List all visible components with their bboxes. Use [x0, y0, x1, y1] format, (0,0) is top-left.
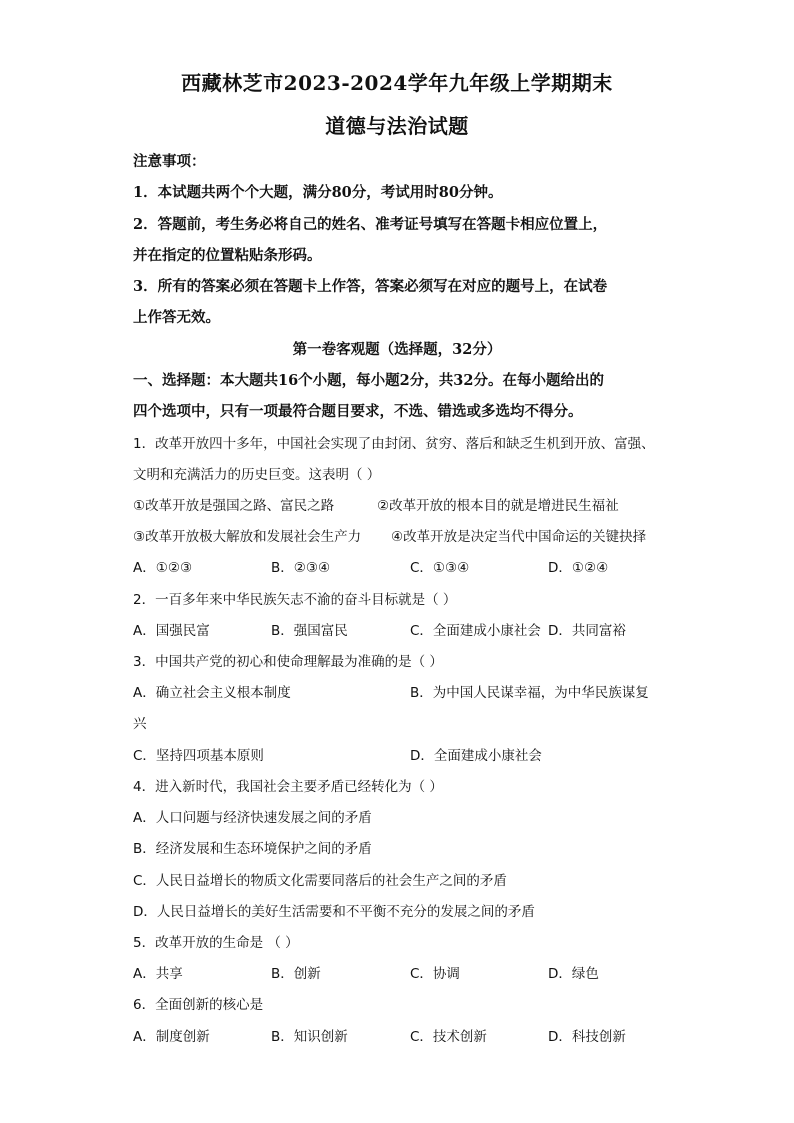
option-d: D．人民日益增长的美好生活需要和不平衡不充分的发展之间的矛盾 — [133, 904, 535, 920]
question-stem: 5．改革开放的生命是 （ ） — [133, 935, 299, 951]
question-stem: 2．一百多年来中华民族矢志不渝的奋斗目标就是（ ） — [133, 592, 457, 608]
option-a: A．共享 — [133, 966, 183, 982]
option-d: D．共同富裕 — [548, 623, 626, 639]
statement-1: ①改革开放是强国之路、富民之路 — [133, 498, 335, 514]
notice-heading: 注意事项： — [133, 153, 206, 170]
question-stem: 3．中国共产党的初心和使命理解最为准确的是（ ） — [133, 654, 443, 670]
section-heading: 第一卷客观题（选择题，32分） — [292, 341, 502, 358]
option-b: B．经济发展和生态环境保护之间的矛盾 — [133, 841, 372, 857]
option-b-cont: 兴 — [133, 716, 147, 732]
question-stem: 1．改革开放四十多年，中国社会实现了由封闭、贫穷、落后和缺乏生机到开放、富强、 — [133, 436, 655, 452]
option-a: A．①②③ — [133, 560, 193, 576]
notice-item-1: 1．本试题共两个个大题，满分80分，考试用时80分钟。 — [133, 184, 503, 201]
option-c: C．协调 — [410, 966, 460, 982]
question-stem: 4．进入新时代，我国社会主要矛盾已经转化为（ ） — [133, 779, 443, 795]
notice-item-3-cont: 上作答无效。 — [133, 309, 220, 326]
option-b: B．知识创新 — [271, 1029, 348, 1045]
notice-item-2: 2．答题前，考生务必将自己的姓名、准考证号填写在答题卡相应位置上， — [133, 216, 608, 233]
option-c: C．全面建成小康社会 — [410, 623, 541, 639]
option-b: B．创新 — [271, 966, 321, 982]
statement-3: ③改革开放极大解放和发展社会生产力 — [133, 529, 362, 545]
notice-item-2-cont: 并在指定的位置粘贴条形码。 — [133, 247, 322, 264]
option-a: A．制度创新 — [133, 1029, 210, 1045]
option-c: C．①③④ — [410, 560, 470, 576]
option-b: B．为中国人民谋幸福，为中华民族谋复 — [410, 685, 649, 701]
option-a: A．确立社会主义根本制度 — [133, 685, 291, 701]
notice-item-3: 3．所有的答案必须在答题卡上作答，答案必须写在对应的题号上，在试卷 — [133, 278, 608, 295]
option-d: D．①②④ — [548, 560, 609, 576]
option-b: B．强国富民 — [271, 623, 348, 639]
statement-4: ④改革开放是决定当代中国命运的关键抉择 — [391, 529, 647, 545]
question-stem-cont: 文明和充满活力的历史巨变。这表明（ ） — [133, 467, 381, 483]
option-a: A．人口问题与经济快速发展之间的矛盾 — [133, 810, 372, 826]
option-b: B．②③④ — [271, 560, 331, 576]
exam-title: 西藏林芝市2023-2024学年九年级上学期期末 — [181, 71, 613, 95]
statement-2: ②改革开放的根本目的就是增进民生福祉 — [377, 498, 619, 514]
option-c: C．坚持四项基本原则 — [133, 748, 264, 764]
option-d: D．全面建成小康社会 — [410, 748, 542, 764]
exam-subject-title: 道德与法治试题 — [325, 114, 469, 138]
option-c: C．技术创新 — [410, 1029, 487, 1045]
section-intro: 一、选择题：本大题共16个小题，每小题2分，共32分。在每小题给出的 — [133, 372, 604, 389]
option-d: D．科技创新 — [548, 1029, 626, 1045]
question-stem: 6．全面创新的核心是 — [133, 997, 264, 1013]
option-c: C．人民日益增长的物质文化需要同落后的社会生产之间的矛盾 — [133, 873, 507, 889]
option-a: A．国强民富 — [133, 623, 210, 639]
option-d: D．绿色 — [548, 966, 599, 982]
section-intro-cont: 四个选项中，只有一项最符合题目要求，不选、错选或多选均不得分。 — [133, 403, 583, 420]
